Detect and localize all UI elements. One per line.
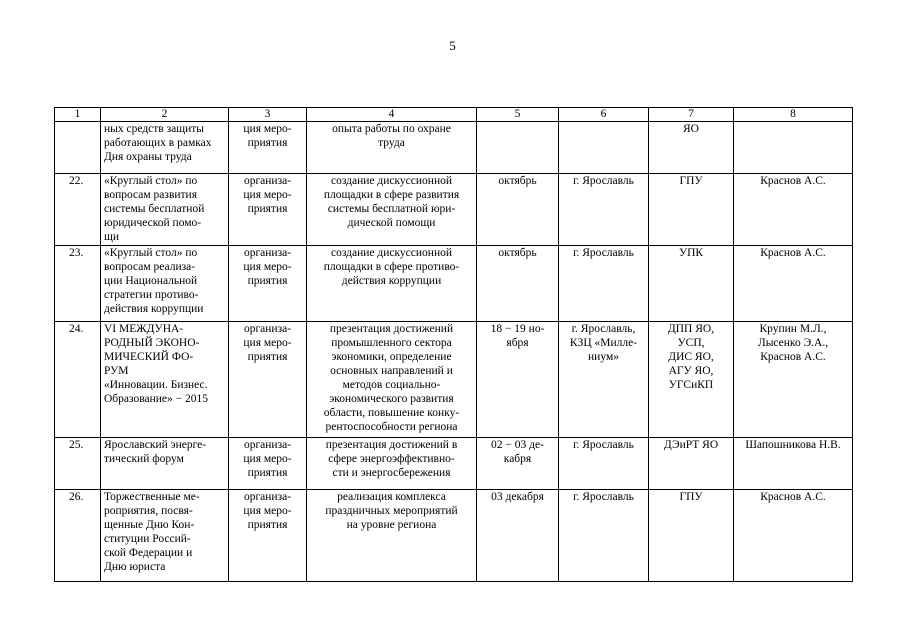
cell-text-line: приятия <box>247 275 288 287</box>
cell-text-line: Дня охраны труда <box>104 151 192 163</box>
cell-text-line: работающих в рамках <box>104 137 212 149</box>
cell-text-line: КЗЦ «Милле- <box>569 337 638 349</box>
event-place-cell <box>559 322 649 438</box>
event-date-cell <box>477 438 559 490</box>
cell-text-line: ской Федерации и <box>104 547 193 559</box>
table-row <box>55 322 853 438</box>
organizer-cell <box>649 122 734 174</box>
cell-text-line: рентоспособности региона <box>325 421 458 433</box>
cell-text-line: г. Ярославль, <box>571 323 636 335</box>
column-header: 3 <box>229 108 307 122</box>
table-row <box>55 438 853 490</box>
cell-text-line: ция меро- <box>243 261 292 273</box>
event-goal-cell <box>307 490 477 582</box>
events-table <box>54 107 853 582</box>
row-number: 22. <box>55 174 101 246</box>
cell-text-line: ция меро- <box>243 505 292 517</box>
row-number: 25. <box>55 438 101 490</box>
column-header: 4 <box>307 108 477 122</box>
cell-text-line: реализация комплекса <box>337 491 446 503</box>
event-name-cell <box>101 246 229 322</box>
cell-text-line: 02 − 03 де- <box>491 439 544 451</box>
cell-text-line: Краснов А.С. <box>760 491 826 503</box>
cell-text-line: УГСиКП <box>668 379 714 391</box>
event-name-cell <box>101 322 229 438</box>
event-goal-cell <box>307 122 477 174</box>
cell-text-line: тический форум <box>104 453 184 465</box>
cell-text-line: Ярославский энерге- <box>104 439 207 451</box>
cell-text-line: презентация достижений <box>329 323 454 335</box>
cell-text-line: октябрь <box>498 175 537 187</box>
cell-text-line: области, повышение конку- <box>323 407 460 419</box>
cell-text-line: системы бесплатной <box>104 203 205 215</box>
event-date-cell <box>477 322 559 438</box>
cell-text-line: ных средств защиты <box>104 123 205 135</box>
cell-text-line: труда <box>378 137 405 149</box>
cell-text-line: VI МЕЖДУНА- <box>104 323 184 335</box>
cell-text-line: ДИС ЯО, <box>668 351 714 363</box>
event-goal-cell <box>307 322 477 438</box>
event-date-cell <box>477 174 559 246</box>
responsible-cell <box>734 246 853 322</box>
event-place-cell <box>559 174 649 246</box>
row-number: 24. <box>55 322 101 438</box>
cell-text-line: стратегии противо- <box>104 289 199 301</box>
event-place-cell <box>559 438 649 490</box>
table-row <box>55 246 853 322</box>
cell-text-line: на уровне региона <box>346 519 437 531</box>
cell-text-line: АГУ ЯО, <box>668 365 714 377</box>
cell-text-line: г. Ярославль <box>573 247 634 259</box>
cell-text-line: действия коррупции <box>104 303 204 315</box>
cell-text-line: приятия <box>247 519 288 531</box>
event-date-cell <box>477 490 559 582</box>
table-row <box>55 490 853 582</box>
cell-text-line: ГПУ <box>679 175 703 187</box>
event-name-cell <box>101 438 229 490</box>
table-row <box>55 174 853 246</box>
event-place-cell <box>559 246 649 322</box>
cell-text-line: Крупин М.Л., <box>759 323 827 335</box>
cell-text-line: щи <box>104 231 120 243</box>
cell-text-line: приятия <box>247 137 288 149</box>
cell-text-line: кабря <box>503 453 532 465</box>
column-header: 1 <box>55 108 101 122</box>
cell-text-line: экономики, определение <box>331 351 452 363</box>
event-date-cell <box>477 246 559 322</box>
cell-text-line: вопросам развития <box>104 189 197 201</box>
cell-text-line: «Круглый стол» по <box>104 175 198 187</box>
row-number: 26. <box>55 490 101 582</box>
cell-text-line: Торжественные ме- <box>104 491 200 503</box>
cell-text-line: приятия <box>247 467 288 479</box>
cell-text-line: сти и энергосбережения <box>332 467 451 479</box>
cell-text-line: «Инновации. Бизнес. <box>104 379 208 391</box>
cell-text-line: ДПП ЯО, <box>667 323 715 335</box>
cell-text-line: ция меро- <box>243 123 292 135</box>
column-header: 6 <box>559 108 649 122</box>
cell-text-line: площадки в сфере противо- <box>323 261 460 273</box>
organizer-cell <box>649 174 734 246</box>
cell-text-line: ниум» <box>588 351 619 363</box>
cell-text-line: Краснов А.С. <box>760 175 826 187</box>
cell-text-line: системы бесплатной юри- <box>327 203 456 215</box>
cell-text-line: 03 декабря <box>491 491 544 503</box>
responsible-cell <box>734 322 853 438</box>
cell-text-line: ституции Россий- <box>104 533 191 545</box>
cell-text-line: действия коррупции <box>341 275 442 287</box>
column-header: 2 <box>101 108 229 122</box>
cell-text-line: презентация достижений в <box>325 439 458 451</box>
cell-text-line: Шапошникова Н.В. <box>745 439 841 451</box>
header-row <box>55 108 853 122</box>
event-date-cell <box>477 122 559 174</box>
cell-text-line: УПК <box>678 247 704 259</box>
event-form-cell <box>229 438 307 490</box>
cell-text-line: щенные Дню Кон- <box>104 519 195 531</box>
cell-text-line: МИЧЕСКИЙ ФО- <box>104 351 194 363</box>
event-goal-cell <box>307 174 477 246</box>
column-header: 7 <box>649 108 734 122</box>
column-header: 8 <box>734 108 853 122</box>
organizer-cell <box>649 490 734 582</box>
cell-text-line: основных направлений и <box>330 365 453 377</box>
cell-text-line: приятия <box>247 203 288 215</box>
cell-text-line: организа- <box>243 323 292 335</box>
table-body <box>55 122 853 582</box>
cell-text-line: вопросам реализа- <box>104 261 196 273</box>
cell-text-line: приятия <box>247 351 288 363</box>
responsible-cell <box>734 174 853 246</box>
organizer-cell <box>649 246 734 322</box>
page-number: 5 <box>449 38 456 53</box>
cell-text-line: Лысенко Э.А., <box>757 337 829 349</box>
responsible-cell <box>734 122 853 174</box>
cell-text-line: РОДНЫЙ ЭКОНО- <box>104 337 200 349</box>
cell-text-line: методов социально- <box>342 379 441 391</box>
organizer-cell <box>649 438 734 490</box>
cell-text-line: ября <box>506 337 529 349</box>
cell-text-line: ции Национальной <box>104 275 198 287</box>
cell-text-line: Краснов А.С. <box>760 351 826 363</box>
table-row <box>55 122 853 174</box>
responsible-cell <box>734 438 853 490</box>
cell-text-line: «Круглый стол» по <box>104 247 198 259</box>
cell-text-line: г. Ярославль <box>573 439 634 451</box>
cell-text-line: Краснов А.С. <box>760 247 826 259</box>
event-form-cell <box>229 174 307 246</box>
cell-text-line: экономического развития <box>329 393 454 405</box>
cell-text-line: площадки в сфере развития <box>323 189 460 201</box>
cell-text-line: организа- <box>243 491 292 503</box>
event-place-cell <box>559 490 649 582</box>
cell-text-line: организа- <box>243 439 292 451</box>
cell-text-line: г. Ярославль <box>573 175 634 187</box>
event-goal-cell <box>307 246 477 322</box>
cell-text-line: ция меро- <box>243 189 292 201</box>
column-header: 5 <box>477 108 559 122</box>
cell-text-line: 18 − 19 но- <box>490 323 545 335</box>
cell-text-line: ция меро- <box>243 337 292 349</box>
cell-text-line: роприятия, посвя- <box>104 505 193 517</box>
cell-text-line: Образование» − 2015 <box>104 393 209 405</box>
cell-text-line: праздничных мероприятий <box>325 505 458 517</box>
cell-text-line: создание дискуссионной <box>330 247 453 259</box>
event-name-cell <box>101 174 229 246</box>
cell-text-line: создание дискуссионной <box>330 175 453 187</box>
event-form-cell <box>229 490 307 582</box>
event-goal-cell <box>307 438 477 490</box>
event-name-cell <box>101 122 229 174</box>
cell-text-line: ДЭиРТ ЯО <box>663 439 719 451</box>
row-number <box>55 122 101 174</box>
event-form-cell <box>229 246 307 322</box>
cell-text-line: ГПУ <box>679 491 703 503</box>
cell-text-line: Дню юриста <box>104 561 166 573</box>
event-form-cell <box>229 122 307 174</box>
cell-text-line: октябрь <box>498 247 537 259</box>
cell-text-line: дической помощи <box>347 217 436 229</box>
cell-text-line: РУМ <box>104 365 129 377</box>
cell-text-line: промышленного сектора <box>331 337 452 349</box>
cell-text-line: г. Ярославль <box>573 491 634 503</box>
cell-text-line: сфере энергоэффективно- <box>328 453 455 465</box>
cell-text-line: ция меро- <box>243 453 292 465</box>
cell-text-line: УСП, <box>677 337 705 349</box>
cell-text-line: организа- <box>243 247 292 259</box>
cell-text-line: юридической помо- <box>104 217 202 229</box>
responsible-cell <box>734 490 853 582</box>
cell-text-line: опыта работы по охране <box>332 123 451 135</box>
event-name-cell <box>101 490 229 582</box>
cell-text-line: ЯО <box>683 123 699 135</box>
organizer-cell <box>649 322 734 438</box>
event-place-cell <box>559 122 649 174</box>
event-form-cell <box>229 322 307 438</box>
row-number: 23. <box>55 246 101 322</box>
cell-text-line: организа- <box>243 175 292 187</box>
